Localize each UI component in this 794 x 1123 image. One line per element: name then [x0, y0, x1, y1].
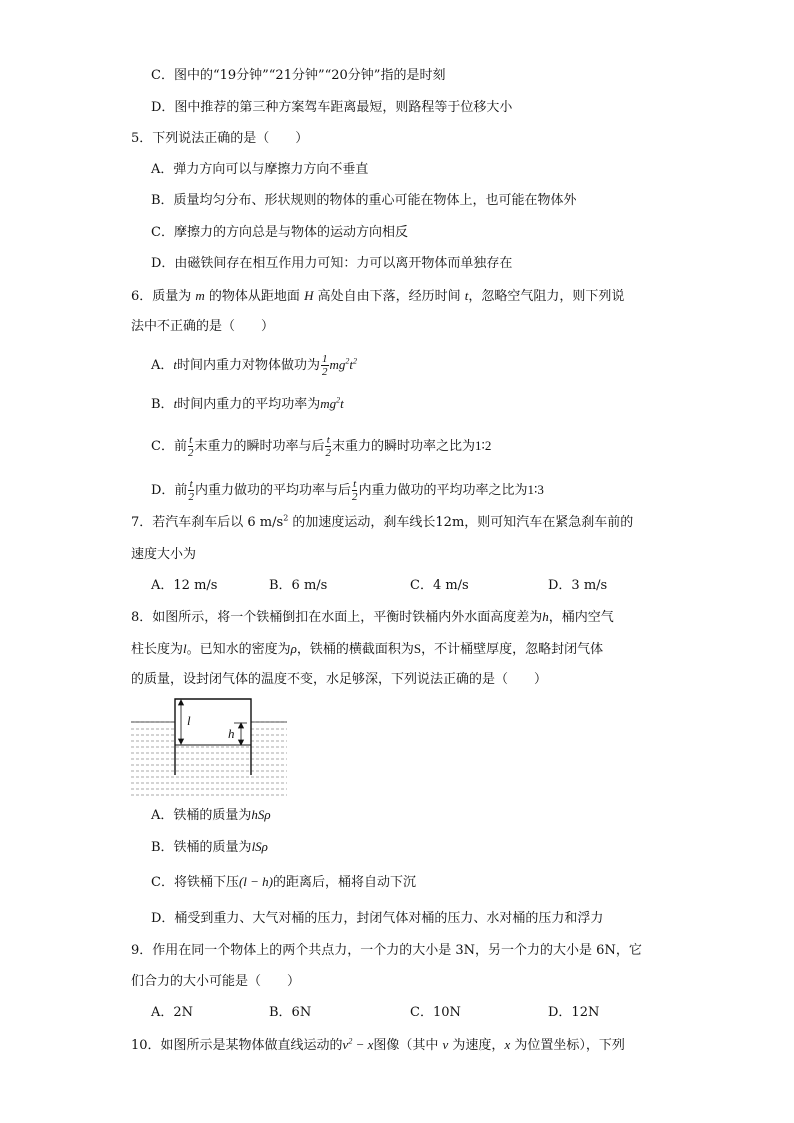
q9-stem-line1: 9．作用在同一个物体上的两个共点力，一个力的大小是 3N，另一个力的大小是 6N，它 — [131, 943, 642, 958]
q9-stem-line2: 们合力的大小可能是（ ） — [131, 974, 301, 989]
label-l: l — [187, 713, 191, 728]
q6-option-b: B．t时间内重力的平均功率为$mg^2t$ — [151, 395, 344, 412]
q6-option-c: C．前 $\frac{t}{2}$ 末重力的瞬时功率与后 $\frac{t}{2}$ 末重力的瞬时功率之比为1∶2 — [151, 434, 492, 459]
q5-option-b: B．质量均匀分布、形状规则的物体的重心可能在物体上，也可能在物体外 — [151, 193, 577, 208]
q7-stem-line1: 7．若汽车刹车后以 6 $m/s^2$ 的加速度运动，刹车线长12m，则可知汽车在紧急刹车前的 — [131, 513, 634, 530]
q8-option-c: C．将铁桶下压(l − h)的距离后，桶将自动下沉 — [151, 874, 417, 890]
q5-stem: 5．下列说法正确的是（ ） — [131, 131, 309, 146]
fraction-t-over-2: $\frac{t}{2}$ — [187, 434, 194, 459]
q9-option-d: D．12N — [548, 1005, 600, 1020]
q6-option-a: A．t时间内重力对物体做功为 $\frac{1}{2}$ $mg^2t^2$ — [151, 353, 358, 378]
q8-option-b: B．铁桶的质量为lSρ — [151, 839, 268, 855]
q5-option-c: C．摩擦力的方向总是与物体的运动方向相反 — [151, 225, 408, 240]
fraction-t-over-2: $\frac{t}{2}$ — [325, 434, 331, 459]
q9-option-b: B．6N — [269, 1005, 312, 1020]
q6-stem-line1: 6．质量为 m 的物体从距地面 H 高处自由下落，经历时间 t，忽略空气阻力，则下列说 — [131, 288, 625, 304]
fraction-one-half: $\frac{1}{2}$ — [322, 353, 328, 378]
q9-option-c: C．10N — [410, 1005, 461, 1020]
q8-stem-line1: 8．如图所示，将一个铁桶倒扣在水面上，平衡时铁桶内外水面高度差为h，桶内空气 — [131, 609, 614, 625]
q6-stem-line2: 法中不正确的是（ ） — [131, 319, 275, 334]
q5-option-a: A．弹力方向可以与摩擦力方向不垂直 — [151, 162, 369, 177]
label-h: h — [228, 726, 235, 741]
q7-option-c: C．4 m/s — [410, 578, 469, 593]
q7-option-a: A．12 m/s — [151, 578, 218, 593]
q6-option-d: D．前 $\frac{t}{2}$ 内重力做功的平均功率与后 $\frac{t}{2}$ 内重力做功的平均功率之比为1∶3 — [151, 478, 544, 503]
q8-stem-line3: 的质量，设封闭气体的温度不变，水足够深，下列说法正确的是（ ） — [131, 672, 548, 687]
q7-option-b: B．6 m/s — [269, 578, 328, 593]
q8-option-d: D．桶受到重力、大气对桶的压力，封闭气体对桶的压力、水对桶的压力和浮力 — [151, 911, 604, 926]
q9-option-a: A．2N — [151, 1005, 194, 1020]
fraction-t-over-2: $\frac{t}{2}$ — [351, 478, 358, 503]
q8-stem-line2: 柱长度为l。已知水的密度为ρ，铁桶的横截面积为S，不计桶壁厚度，忽略封闭气体 — [131, 641, 604, 657]
q4-option-c: C．图中的“19分钟”“21分钟”“20分钟”指的是时刻 — [151, 68, 446, 83]
q7-option-d: D．3 m/s — [548, 578, 608, 593]
fraction-t-over-2: $\frac{t}{2}$ — [188, 478, 194, 503]
q10-stem-line1: 10．如图所示是某物体做直线运动的$v^2 - x$图像（其中 v 为速度，x 为位置坐标），下列 — [131, 1036, 625, 1053]
q4-option-d: D．图中推荐的第三种方案驾车距离最短，则路程等于位移大小 — [151, 100, 513, 115]
inverted-bucket-figure — [131, 697, 291, 799]
q7-stem-line2: 速度大小为 — [131, 547, 197, 562]
q8-option-a: A．铁桶的质量为hSρ — [151, 807, 271, 823]
q5-option-d: D．由磁铁间存在相互作用力可知：力可以离开物体而单独存在 — [151, 256, 513, 271]
